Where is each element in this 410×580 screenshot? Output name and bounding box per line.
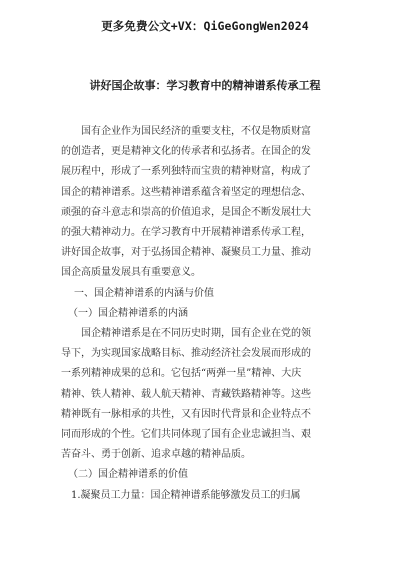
paragraph-line: 精神、铁人精神、载人航天精神、青藏铁路精神等。这些 <box>61 388 311 400</box>
paragraph-line: 的强大精神动力。在学习教育中开展精神谱系传承工程， <box>61 227 311 239</box>
promo-banner: 更多免费公文+VX：QiGeGongWen2024 <box>101 19 309 33</box>
paragraph-line: 苦奋斗、勇于创新、追求卓越的精神品质。 <box>61 449 251 461</box>
document-title: 讲好国企故事：学习教育中的精神谱系传承工程 <box>89 79 321 92</box>
paragraph-line: 国企的精神谱系。这些精神谱系蕴含着坚定的理想信念、 <box>61 186 311 198</box>
document-body <box>61 122 357 506</box>
paragraph-line: 国有企业作为国民经济的重要支柱，不仅是物质财富 <box>81 126 311 137</box>
paragraph-line: 顽强的奋斗意志和崇高的价值追求，是国企不断发展壮大 <box>61 206 311 218</box>
subsection-heading: （二）国企精神谱系的价值 <box>68 469 188 481</box>
paragraph-line: 国企精神谱系是在不同历史时期，国有企业在党的领 <box>81 328 311 340</box>
subsection-heading: （一）国企精神谱系的内涵 <box>68 307 188 319</box>
paragraph-line: 讲好国企故事，对于弘扬国企精神、凝聚员工力量、推动 <box>61 247 311 259</box>
list-item: 1.凝聚员工力量：国企精神谱系能够激发员工的归属 <box>71 489 301 501</box>
paragraph-line: 的创造者，更是精神文化的传承者和弘扬者。在国企的发 <box>61 146 311 158</box>
section-heading: 一、国企精神谱系的内涵与价值 <box>74 287 214 299</box>
paragraph-line: 同而形成的个性。它们共同体现了国有企业忠诚担当、艰 <box>61 429 311 441</box>
paragraph-line: 一系列精神成果的总和。它包括“两弹一星”精神、大庆 <box>61 368 302 380</box>
paragraph-line: 导下，为实现国家战略目标、推动经济社会发展而形成的 <box>61 348 311 360</box>
paragraph-line: 展历程中，形成了一系列独特而宝贵的精神财富，构成了 <box>61 166 311 178</box>
paragraph-line: 国企高质量发展具有重要意义。 <box>61 267 201 279</box>
paragraph-line: 精神既有一脉相承的共性，又有因时代背景和企业特点不 <box>61 408 311 420</box>
